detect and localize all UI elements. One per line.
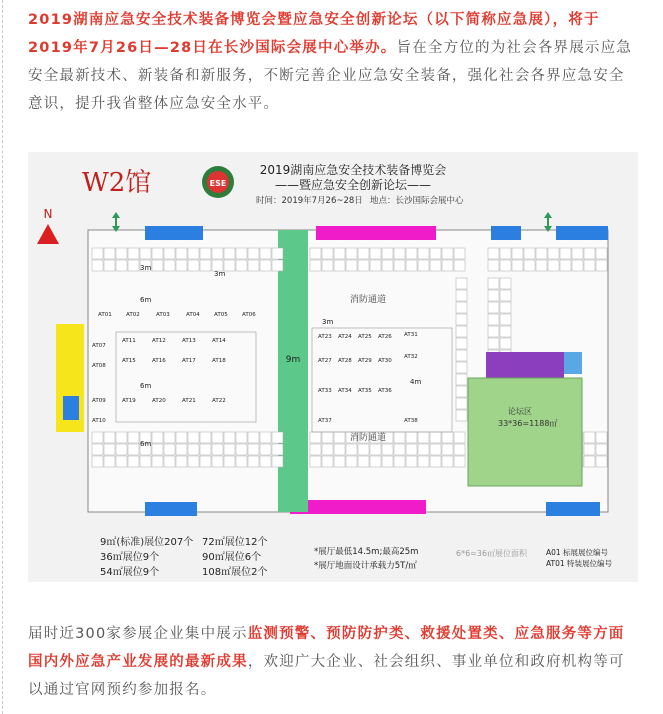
standard-booth bbox=[454, 432, 465, 443]
standard-booth bbox=[188, 248, 199, 259]
special-booth-label: AT29 bbox=[358, 358, 372, 364]
entrance-bottom-1 bbox=[145, 502, 197, 516]
standard-booth bbox=[224, 260, 235, 271]
standard-booth bbox=[500, 302, 511, 313]
forum-name: 论坛区 bbox=[508, 407, 532, 416]
special-booth-label: AT17 bbox=[182, 358, 196, 364]
standard-booth bbox=[500, 260, 511, 271]
standard-booth bbox=[442, 248, 453, 259]
standard-booth bbox=[176, 260, 187, 271]
special-booth-label: AT06 bbox=[242, 312, 256, 318]
passage-bottom: 消防通道 bbox=[349, 433, 387, 443]
standard-booth bbox=[358, 260, 369, 271]
standard-booth bbox=[152, 260, 163, 271]
standard-booth bbox=[560, 248, 571, 259]
blue-small-zone bbox=[564, 352, 582, 374]
standard-booth bbox=[188, 444, 199, 455]
legend-36: 36㎡展位9个 bbox=[100, 552, 160, 563]
special-booth-label: AT22 bbox=[212, 398, 226, 404]
aisle-label: 3m bbox=[214, 270, 226, 278]
standard-booth bbox=[248, 260, 259, 271]
special-booth-label: AT02 bbox=[126, 312, 140, 318]
aisle-label: 6m bbox=[140, 382, 152, 390]
standard-booth bbox=[456, 278, 467, 289]
standard-booth bbox=[358, 444, 369, 455]
outro-highlight: 监测预警、预防防护类、救援处置类、应急服务等方面国内外应急产业发展的最新成果 bbox=[28, 626, 625, 670]
standard-booth bbox=[128, 444, 139, 455]
standard-booth bbox=[536, 260, 547, 271]
special-booth-label: AT18 bbox=[212, 358, 226, 364]
standard-booth bbox=[394, 248, 405, 259]
standard-booth bbox=[104, 432, 115, 443]
standard-booth bbox=[164, 248, 175, 259]
standard-booth bbox=[500, 314, 511, 325]
ese-logo bbox=[202, 166, 234, 198]
standard-booth bbox=[310, 260, 321, 271]
legend-area: 6*6=36㎡展位面积 bbox=[456, 549, 528, 558]
standard-booth bbox=[584, 248, 595, 259]
aisle-label: 6m bbox=[140, 440, 152, 448]
standard-booth bbox=[370, 260, 381, 271]
standard-booth bbox=[394, 444, 405, 455]
standard-booth bbox=[236, 432, 247, 443]
standard-booth bbox=[430, 432, 441, 443]
standard-booth bbox=[456, 386, 467, 397]
legend-90: 90㎡展位6个 bbox=[202, 552, 262, 563]
standard-booth bbox=[188, 456, 199, 467]
legend-72: 72㎡展位12个 bbox=[202, 537, 268, 548]
standard-booth bbox=[488, 278, 499, 289]
standard-booth bbox=[596, 456, 607, 467]
standard-booth bbox=[394, 432, 405, 443]
special-booth-label: AT04 bbox=[186, 312, 200, 318]
standard-booth bbox=[394, 456, 405, 467]
standard-booth bbox=[488, 302, 499, 313]
standard-booth bbox=[128, 432, 139, 443]
special-booth-label: AT27 bbox=[318, 358, 332, 364]
standard-booth bbox=[394, 260, 405, 271]
entrance-top-2 bbox=[491, 226, 521, 240]
standard-booth bbox=[164, 432, 175, 443]
standard-booth bbox=[456, 374, 467, 385]
legend-108: 108㎡展位2个 bbox=[202, 567, 268, 578]
standard-booth bbox=[92, 444, 103, 455]
standard-booth bbox=[248, 444, 259, 455]
special-booth-label: AT11 bbox=[122, 338, 136, 344]
special-booth-label: AT33 bbox=[318, 388, 332, 394]
standard-booth bbox=[572, 260, 583, 271]
standard-booth bbox=[500, 248, 511, 259]
standard-booth bbox=[260, 456, 271, 467]
standard-booth bbox=[406, 432, 417, 443]
special-booth-label: AT25 bbox=[358, 334, 372, 340]
special-booth-label: AT14 bbox=[212, 338, 226, 344]
standard-booth bbox=[418, 432, 429, 443]
standard-booth bbox=[260, 248, 271, 259]
entrance-left bbox=[63, 396, 79, 420]
standard-booth bbox=[442, 260, 453, 271]
special-booth-label: AT13 bbox=[182, 338, 196, 344]
special-booth-label: AT21 bbox=[182, 398, 196, 404]
special-booth-label: AT08 bbox=[92, 363, 106, 369]
standard-booth bbox=[500, 278, 511, 289]
standard-booth bbox=[500, 338, 511, 349]
standard-booth bbox=[346, 456, 357, 467]
special-booth-label: AT19 bbox=[122, 398, 136, 404]
standard-booth bbox=[572, 248, 583, 259]
standard-booth bbox=[272, 248, 283, 259]
standard-booth bbox=[456, 314, 467, 325]
standard-booth bbox=[456, 398, 467, 409]
special-booth-label: AT15 bbox=[122, 358, 136, 364]
special-booth-label: AT24 bbox=[338, 334, 352, 340]
standard-booth bbox=[418, 248, 429, 259]
floor-plan bbox=[28, 152, 638, 582]
standard-booth bbox=[188, 432, 199, 443]
standard-booth bbox=[310, 456, 321, 467]
standard-booth bbox=[310, 248, 321, 259]
standard-booth bbox=[442, 432, 453, 443]
standard-booth bbox=[524, 248, 535, 259]
standard-booth bbox=[272, 444, 283, 455]
standard-booth bbox=[104, 456, 115, 467]
standard-booth bbox=[260, 432, 271, 443]
standard-booth bbox=[406, 248, 417, 259]
standard-booth bbox=[488, 326, 499, 337]
aisle-label: 6m bbox=[140, 296, 152, 304]
standard-booth bbox=[272, 432, 283, 443]
standard-booth bbox=[152, 456, 163, 467]
standard-booth bbox=[382, 456, 393, 467]
standard-booth bbox=[176, 248, 187, 259]
aisle-label: 3m bbox=[140, 264, 152, 272]
special-booth-label: AT37 bbox=[318, 418, 332, 424]
standard-booth bbox=[536, 248, 547, 259]
standard-booth bbox=[500, 290, 511, 301]
standard-booth bbox=[310, 444, 321, 455]
legend-54: 54㎡展位9个 bbox=[100, 567, 160, 578]
standard-booth bbox=[152, 444, 163, 455]
standard-booth bbox=[334, 456, 345, 467]
standard-booth bbox=[152, 432, 163, 443]
standard-booth bbox=[442, 444, 453, 455]
standard-booth bbox=[236, 456, 247, 467]
standard-booth bbox=[454, 456, 465, 467]
standard-booth bbox=[200, 456, 211, 467]
standard-booth bbox=[140, 248, 151, 259]
main-aisle-label: 9m bbox=[285, 355, 301, 365]
floor-plan-drawing bbox=[28, 152, 638, 582]
legend-note2: *展厅地面设计承载力5T/㎡ bbox=[314, 561, 417, 571]
purple-zone bbox=[486, 352, 564, 378]
standard-booth bbox=[406, 444, 417, 455]
standard-booth bbox=[128, 260, 139, 271]
special-booth-label: AT07 bbox=[92, 343, 106, 349]
standard-booth bbox=[548, 248, 559, 259]
standard-booth bbox=[454, 260, 465, 271]
standard-booth bbox=[334, 444, 345, 455]
standard-booth bbox=[128, 248, 139, 259]
standard-booth bbox=[346, 444, 357, 455]
magenta-entrance-bottom bbox=[290, 500, 426, 514]
special-booth-label: AT34 bbox=[338, 388, 352, 394]
standard-booth bbox=[248, 432, 259, 443]
standard-booth bbox=[456, 362, 467, 373]
standard-booth bbox=[456, 338, 467, 349]
special-booth-label: AT09 bbox=[92, 398, 106, 404]
standard-booth bbox=[560, 260, 571, 271]
standard-booth bbox=[456, 326, 467, 337]
aisle-label: 3m bbox=[322, 318, 334, 326]
standard-booth bbox=[188, 260, 199, 271]
magenta-entrance-top bbox=[316, 226, 436, 240]
special-booth-label: AT23 bbox=[318, 334, 332, 340]
forum-area: 33*36=1188㎡ bbox=[498, 419, 558, 428]
standard-booth bbox=[322, 260, 333, 271]
standard-booth bbox=[92, 456, 103, 467]
standard-booth bbox=[488, 290, 499, 301]
standard-booth bbox=[370, 444, 381, 455]
standard-booth bbox=[212, 456, 223, 467]
special-booth-label: AT03 bbox=[156, 312, 170, 318]
standard-booth bbox=[260, 444, 271, 455]
standard-booth bbox=[260, 260, 271, 271]
standard-booth bbox=[596, 432, 607, 443]
standard-booth bbox=[418, 444, 429, 455]
entrance-bottom-2 bbox=[546, 502, 600, 516]
standard-booth bbox=[488, 248, 499, 259]
standard-booth bbox=[370, 248, 381, 259]
north-arrow bbox=[37, 207, 59, 244]
standard-booth bbox=[322, 456, 333, 467]
standard-booth bbox=[128, 456, 139, 467]
special-booth-label: AT28 bbox=[338, 358, 352, 364]
logo-text: ESE bbox=[209, 179, 227, 188]
legend-std: 9㎡(标准)展位207个 bbox=[100, 537, 194, 548]
standard-booth bbox=[596, 248, 607, 259]
standard-booth bbox=[512, 248, 523, 259]
standard-booth bbox=[500, 326, 511, 337]
standard-booth bbox=[584, 260, 595, 271]
special-booth-label: AT26 bbox=[378, 334, 392, 340]
standard-booth bbox=[382, 248, 393, 259]
standard-booth bbox=[406, 260, 417, 271]
standard-booth bbox=[272, 260, 283, 271]
standard-booth bbox=[596, 444, 607, 455]
standard-booth bbox=[200, 432, 211, 443]
standard-booth bbox=[488, 260, 499, 271]
standard-booth bbox=[456, 290, 467, 301]
standard-booth bbox=[334, 260, 345, 271]
outro-paragraph bbox=[28, 620, 640, 704]
special-booth-label: AT35 bbox=[358, 388, 372, 394]
standard-booth bbox=[272, 456, 283, 467]
hall-name: W2馆 bbox=[82, 168, 152, 198]
standard-booth bbox=[116, 456, 127, 467]
standard-booth bbox=[322, 444, 333, 455]
standard-booth bbox=[152, 248, 163, 259]
north-label: N bbox=[43, 207, 53, 221]
standard-booth bbox=[164, 260, 175, 271]
standard-booth bbox=[358, 248, 369, 259]
standard-booth bbox=[104, 248, 115, 259]
standard-booth bbox=[310, 432, 321, 443]
standard-booth bbox=[176, 432, 187, 443]
standard-booth bbox=[322, 248, 333, 259]
passage-top: 消防通道 bbox=[349, 295, 387, 305]
standard-booth bbox=[116, 444, 127, 455]
standard-booth bbox=[334, 432, 345, 443]
aisle-label: 4m bbox=[410, 378, 422, 386]
standard-booth bbox=[200, 444, 211, 455]
standard-booth bbox=[334, 248, 345, 259]
plan-place: 地点：长沙国际会展中心 bbox=[370, 196, 464, 206]
special-booth-label: AT10 bbox=[92, 418, 106, 424]
standard-booth bbox=[430, 444, 441, 455]
standard-booth bbox=[456, 302, 467, 313]
standard-booth bbox=[596, 260, 607, 271]
outro-rest: ，欢迎广大企业、社会组织、事业单位和政府机构等可以通过官网预约参加报名。 bbox=[28, 654, 625, 698]
intro-paragraph bbox=[28, 6, 640, 118]
special-booth-label: AT01 bbox=[98, 312, 112, 318]
standard-booth bbox=[584, 456, 595, 467]
standard-booth bbox=[456, 410, 467, 421]
standard-booth bbox=[224, 248, 235, 259]
standard-booth bbox=[454, 248, 465, 259]
standard-booth bbox=[382, 444, 393, 455]
standard-booth bbox=[212, 432, 223, 443]
standard-booth bbox=[430, 260, 441, 271]
legend-note1: *展厅最低14.5m;最高25m bbox=[314, 547, 419, 557]
standard-booth bbox=[236, 260, 247, 271]
standard-booth bbox=[488, 314, 499, 325]
standard-booth bbox=[116, 260, 127, 271]
plan-title-sub: ——暨应急安全创新论坛—— bbox=[274, 178, 432, 192]
standard-booth bbox=[370, 456, 381, 467]
standard-booth bbox=[164, 444, 175, 455]
standard-booth bbox=[236, 248, 247, 259]
standard-booth bbox=[104, 444, 115, 455]
special-booth-label: AT36 bbox=[378, 388, 392, 394]
standard-booth bbox=[322, 432, 333, 443]
standard-booth bbox=[382, 260, 393, 271]
standard-booth bbox=[176, 456, 187, 467]
standard-booth bbox=[584, 444, 595, 455]
special-booth-label: AT31 bbox=[404, 332, 418, 338]
standard-booth bbox=[92, 432, 103, 443]
standard-booth bbox=[236, 444, 247, 455]
standard-booth bbox=[164, 456, 175, 467]
special-booth-label: AT30 bbox=[378, 358, 392, 364]
intro-highlight: 2019湖南应急安全技术装备博览会暨应急安全创新论坛（以下简称应急展），将于2019年7月26日—28日在长沙国际会展中心举办。 bbox=[28, 12, 600, 56]
left-dashed-border bbox=[2, 0, 3, 714]
standard-booth bbox=[430, 456, 441, 467]
standard-booth bbox=[346, 248, 357, 259]
standard-booth bbox=[346, 260, 357, 271]
standard-booth bbox=[224, 456, 235, 467]
standard-booth bbox=[488, 338, 499, 349]
standard-booth bbox=[456, 350, 467, 361]
standard-booth bbox=[430, 248, 441, 259]
entrance-top-1 bbox=[145, 226, 203, 240]
standard-booth bbox=[224, 432, 235, 443]
standard-booth bbox=[116, 248, 127, 259]
standard-booth bbox=[584, 432, 595, 443]
standard-booth bbox=[454, 444, 465, 455]
standard-booth bbox=[248, 248, 259, 259]
special-booth-label: AT12 bbox=[152, 338, 166, 344]
standard-booth bbox=[212, 444, 223, 455]
standard-booth bbox=[418, 260, 429, 271]
special-booth-label: AT16 bbox=[152, 358, 166, 364]
standard-booth bbox=[358, 456, 369, 467]
standard-booth bbox=[200, 260, 211, 271]
standard-booth bbox=[200, 248, 211, 259]
standard-booth bbox=[92, 248, 103, 259]
standard-booth bbox=[548, 260, 559, 271]
special-booth-label: AT20 bbox=[152, 398, 166, 404]
main-aisle bbox=[278, 230, 308, 512]
legend-code2: AT01 特装展位编号 bbox=[546, 559, 613, 568]
legend-code1: A01 标展展位编号 bbox=[546, 548, 609, 557]
standard-booth bbox=[176, 444, 187, 455]
plan-title-main: 2019湖南应急安全技术装备博览会 bbox=[259, 163, 447, 177]
entrance-top-3 bbox=[556, 226, 608, 240]
standard-booth bbox=[512, 260, 523, 271]
standard-booth bbox=[140, 456, 151, 467]
standard-booth bbox=[116, 432, 127, 443]
standard-booth bbox=[224, 444, 235, 455]
intro-rest: 旨在全方位的为社会各界展示应急安全最新技术、新装备和新服务，不断完善企业应急安全装备，强化社会各界应急安全意识，提升我省整体应急安全水平。 bbox=[28, 40, 633, 112]
standard-booth bbox=[524, 260, 535, 271]
plan-time: 时间：2019年7月26~28日 bbox=[256, 196, 363, 206]
outro-pre: 届时近300家参展企业集中展示 bbox=[28, 626, 248, 642]
special-booth-label: AT05 bbox=[214, 312, 228, 318]
standard-booth bbox=[212, 248, 223, 259]
special-booth-label: AT32 bbox=[404, 354, 418, 360]
forum-zone bbox=[468, 378, 582, 486]
standard-booth bbox=[92, 260, 103, 271]
standard-booth bbox=[442, 456, 453, 467]
standard-booth bbox=[418, 456, 429, 467]
standard-booth bbox=[248, 456, 259, 467]
standard-booth bbox=[104, 260, 115, 271]
standard-booth bbox=[406, 456, 417, 467]
special-booth-label: AT38 bbox=[404, 418, 418, 424]
